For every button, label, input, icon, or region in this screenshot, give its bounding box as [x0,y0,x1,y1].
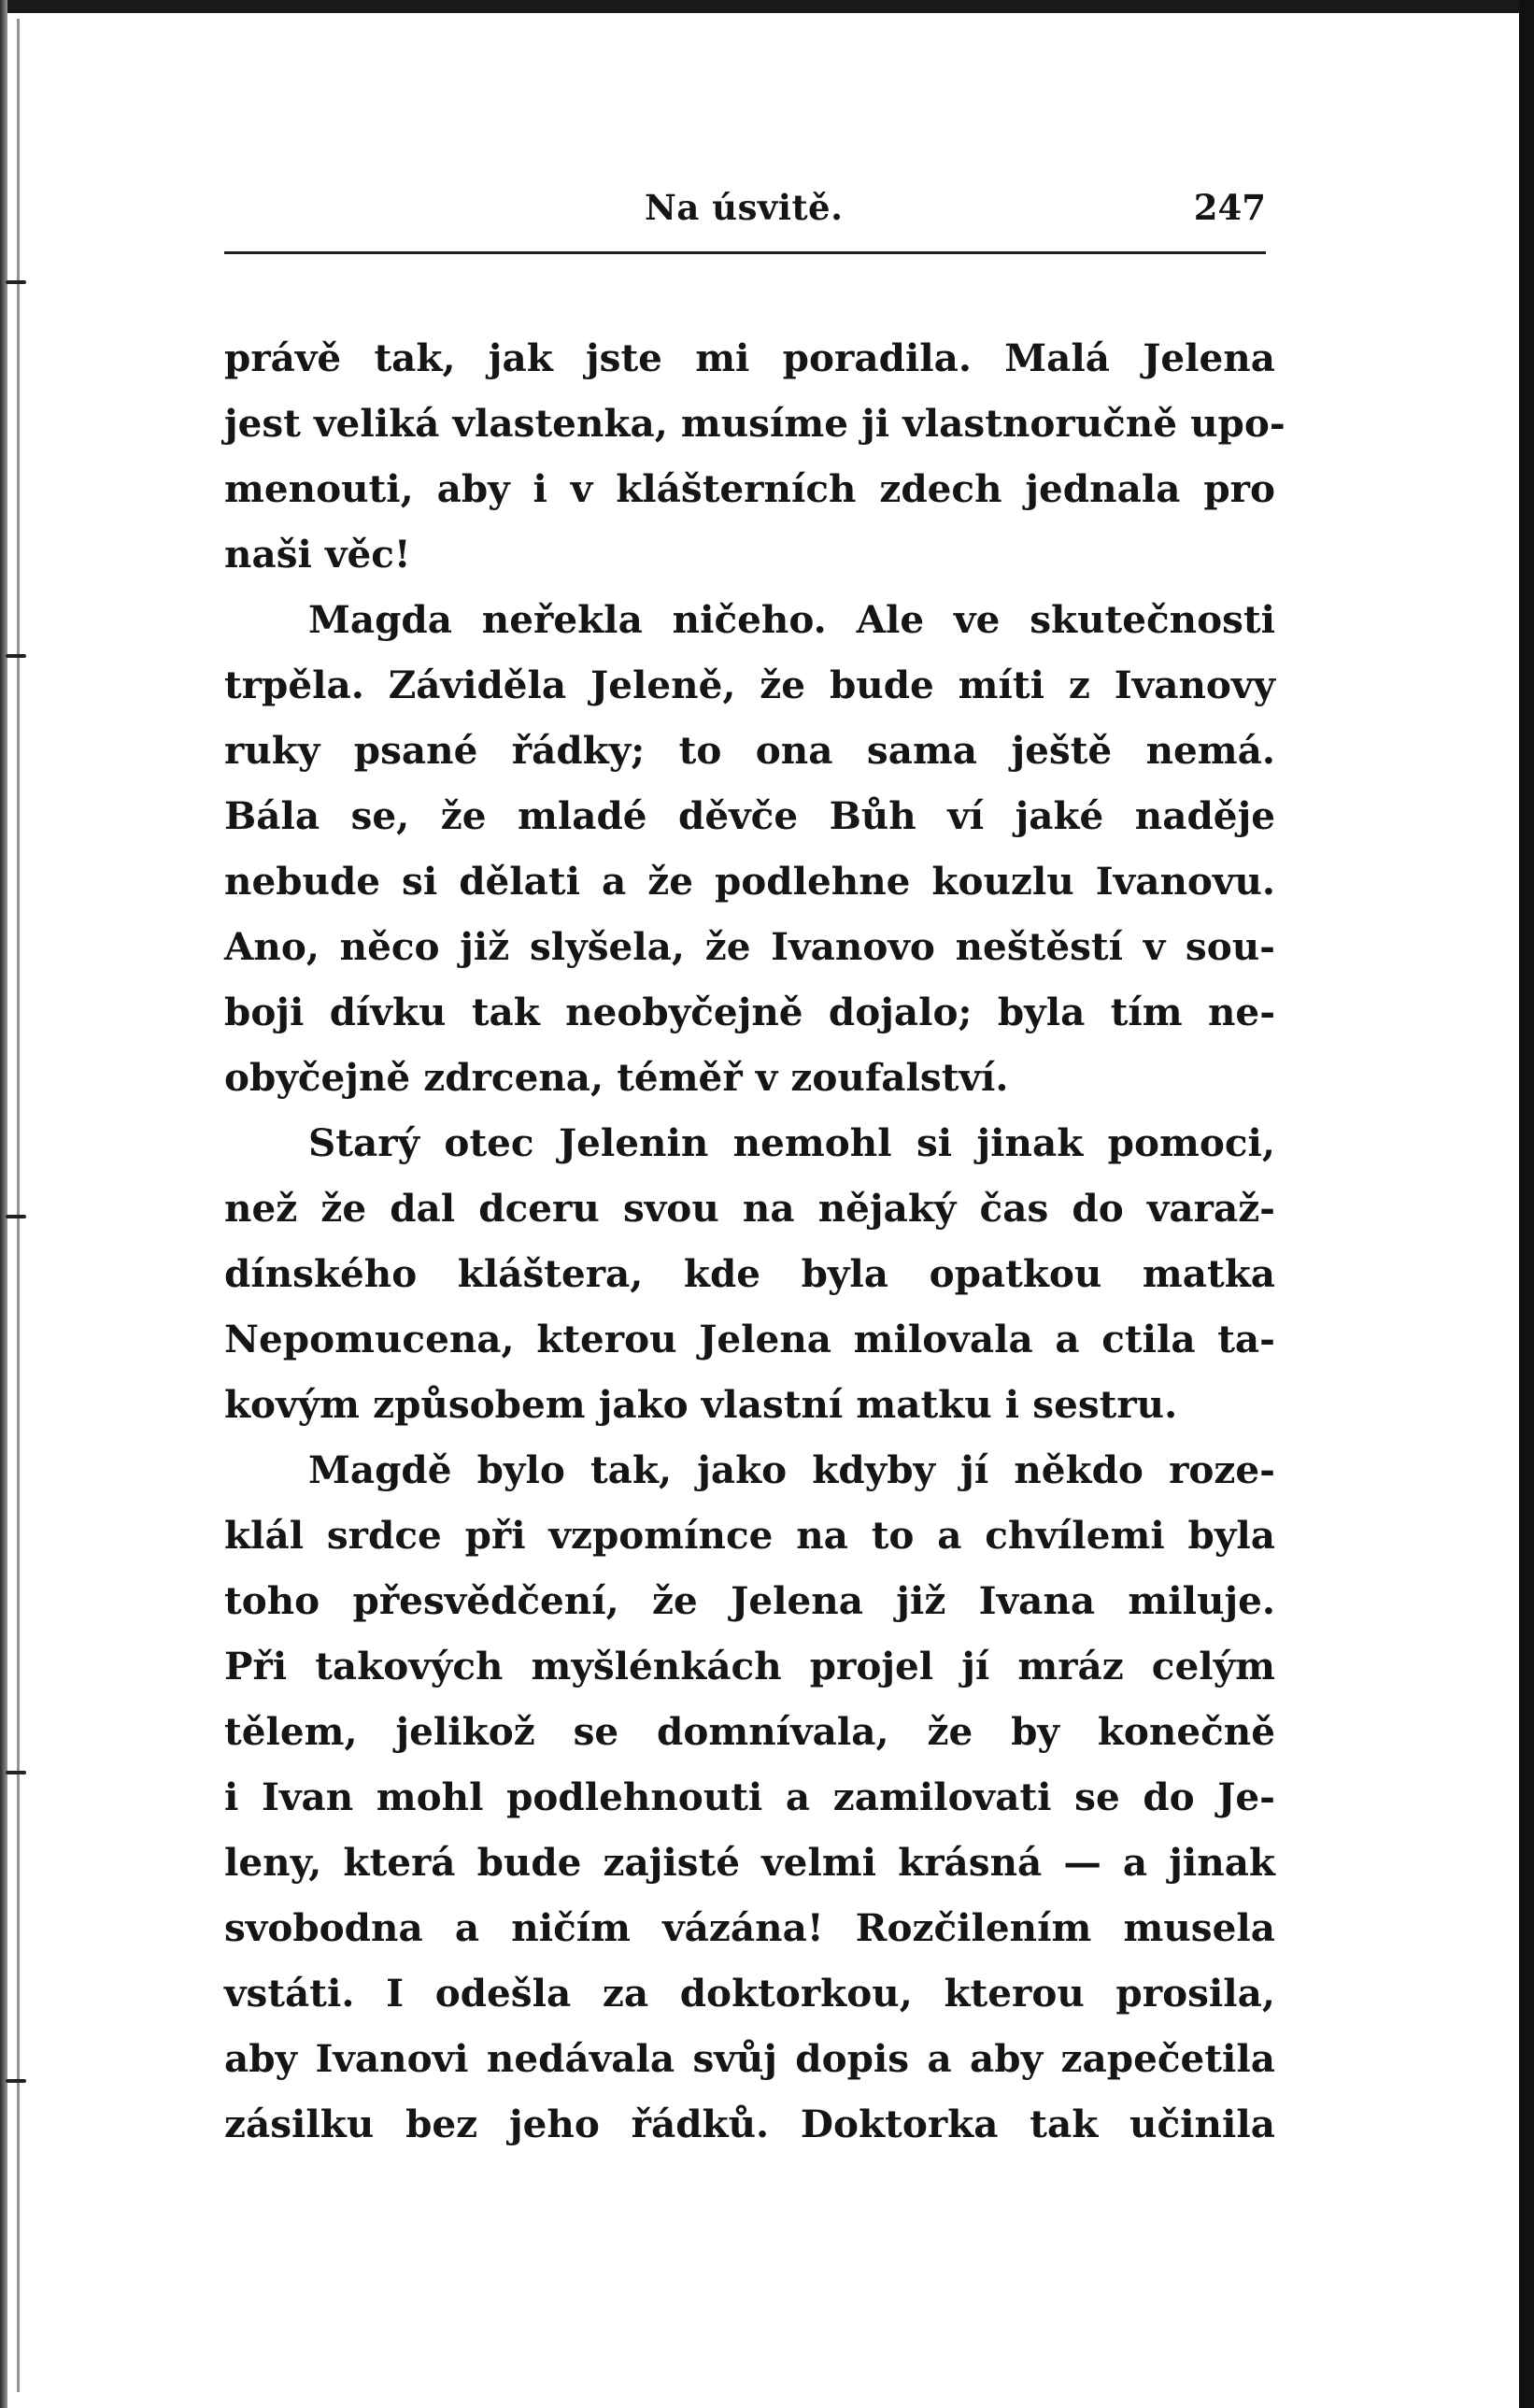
text-line: toho přesvědčení, že Jelena již Ivana miluje. [224,1578,1275,1623]
text-line: aby Ivanovi nedávala svůj dopis a aby zapečetila [224,2036,1275,2081]
binding-mark [6,2079,26,2083]
text-line: kovým způsobem jako vlastní matku i sestru. [224,1382,1178,1427]
binding-line [17,19,20,2392]
binding-mark [6,1215,26,1218]
text-line: Bála se, že mladé děvče Bůh ví jaké naděje [224,793,1275,838]
text-line: právě tak, jak jste mi poradila. Malá Jelena [224,335,1275,380]
text-line: zásilku bez jeho řádků. Doktorka tak učinila [224,2102,1275,2146]
page-number: 247 [1193,187,1266,228]
text-line: naši věc! [224,532,411,577]
binding-mark [6,1771,26,1774]
text-line: leny, která bude zajisté velmi krásná — a jinak [224,1840,1275,1885]
text-line: tělem, jelikož se domnívala, že by konečně [224,1709,1275,1754]
text-line: jest veliká vlastenka, musíme ji vlastnoručně upo- [224,401,1285,446]
text-line: trpěla. Záviděla Jeleně, že bude míti z Ivanovy [224,663,1275,707]
text-line: než že dal dceru svou na nějaký čas do varaž- [224,1186,1275,1231]
text-line: Starý otec Jelenin nemohl si jinak pomoci, [308,1120,1275,1165]
body-text [224,325,1285,2157]
binding-mark [6,280,26,284]
text-line: svobodna a ničím vázána! Rozčilením musela [224,1905,1275,1950]
text-line: Magda neřekla ničeho. Ale ve skutečnosti [308,597,1275,642]
text-line: Nepomucena, kterou Jelena milovala a ctila ta- [224,1317,1275,1361]
text-line: dínského kláštera, kde byla opatkou matka [224,1251,1275,1296]
text-line: vstáti. I odešla za doktorkou, kterou prosila, [224,1971,1275,2016]
text-line: Ano, něco již slyšela, že Ivanovo neštěstí v sou- [224,924,1275,969]
text-line: nebude si dělati a že podlehne kouzlu Ivanovu. [224,859,1275,904]
page-header [224,187,1266,252]
running-title: Na úsvitě. [645,187,844,228]
text-line: menouti, aby i v klášterních zdech jednala pro [224,466,1275,511]
header-rule [224,251,1266,254]
text-line: Při takových myšlénkách projel jí mráz celým [224,1644,1275,1688]
text-line: i Ivan mohl podlehnouti a zamilovati se do Je- [224,1774,1275,1819]
binding-mark [6,654,26,658]
text-line: klál srdce při vzpomínce na to a chvílemi byla [224,1513,1275,1558]
text-line: boji dívku tak neobyčejně dojalo; byla tím ne- [224,990,1275,1034]
scan-edge-top [0,0,1534,13]
text-line: ruky psané řádky; to ona sama ještě nemá. [224,728,1275,773]
scan-edge-right [1519,0,1534,2408]
text-line: Magdě bylo tak, jako kdyby jí někdo roze- [308,1447,1275,1492]
text-line: obyčejně zdrcena, téměř v zoufalství. [224,1055,1009,1100]
scan-edge-left [0,0,7,2408]
